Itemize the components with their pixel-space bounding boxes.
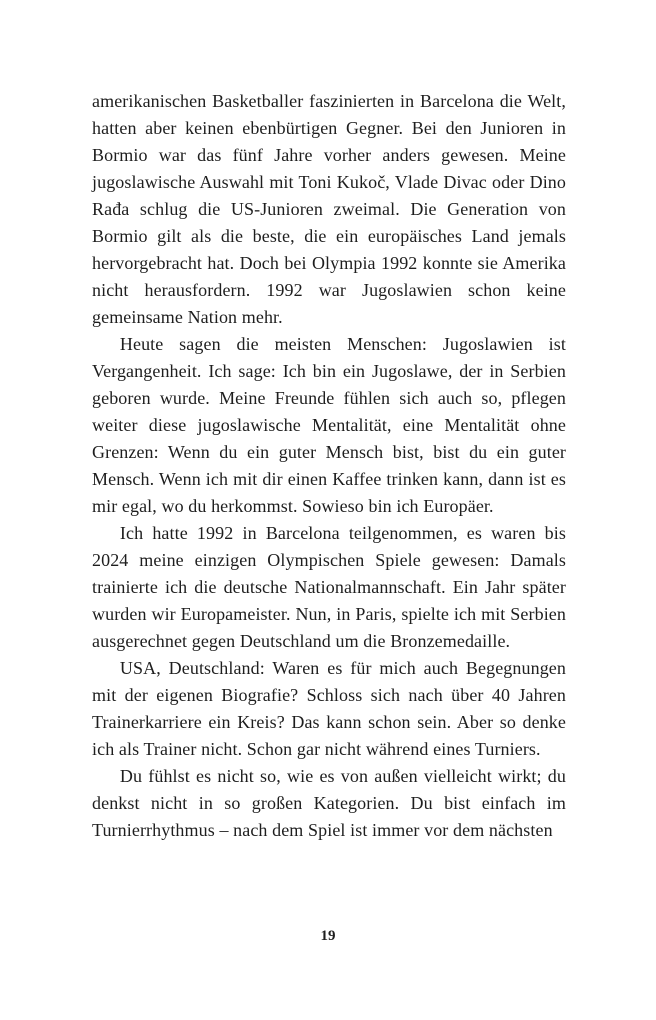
- page-number: 19: [320, 928, 336, 944]
- paragraph-4: USA, Deutschland: Waren es für mich auch Begegnungen mit der eigenen Biografie? Schloss sich nach über 40 Jahren Trainerkarriere ein Kreis? Das kann schon sein. Aber so denke ich als Trainer nicht. Schon gar nicht während eines Turniers.: [92, 658, 566, 759]
- paragraph-2: Heute sagen die meisten Menschen: Jugoslawien ist Vergangenheit. Ich sage: Ich bin ein Jugoslawe, der in Serbien geboren wurde. Meine Freunde fühlen sich auch so, pflegen weiter diese jugoslawische Mentalität, eine Mentalität ohne Grenzen: Wenn du ein guter Mensch bist, bist du ein guter Mensch. Wenn ich mit dir einen Kaffee trinken kann, dann ist es mir egal, wo du herkommst. Sowieso bin ich Europäer.: [92, 334, 566, 516]
- paragraph-5: Du fühlst es nicht so, wie es von außen vielleicht wirkt; du denkst nicht in so großen Kategorien. Du bist einfach im Turnierrhythmus – nach dem Spiel ist immer vor dem nächsten: [92, 766, 566, 840]
- paragraph-1: amerikanischen Basketballer faszinierten in Barcelona die Welt, hatten aber keinen ebenbürtigen Gegner. Bei den Junioren in Bormio war das fünf Jahre vorher anders gewesen. Meine jugoslawische Auswahl mit Toni Kukoč, Vlade Divac oder Dino Rađa schlug die US-Junioren zweimal. Die Generation von Bormio gilt als die beste, die ein europäisches Land jemals hervorgebracht hat. Doch bei Olympia 1992 konnte sie Amerika nicht herausfordern. 1992 war Jugoslawien schon keine gemeinsame Nation mehr.: [92, 91, 566, 327]
- body-text: [92, 88, 566, 844]
- paragraph-3: Ich hatte 1992 in Barcelona teilgenommen, es waren bis 2024 meine einzigen Olympischen Spiele gewesen: Damals trainierte ich die deutsche Nationalmannschaft. Ein Jahr später wurden wir Europameister. Nun, in Paris, spielte ich mit Serbien ausgerechnet gegen Deutschland um die Bronzemedaille.: [92, 523, 566, 651]
